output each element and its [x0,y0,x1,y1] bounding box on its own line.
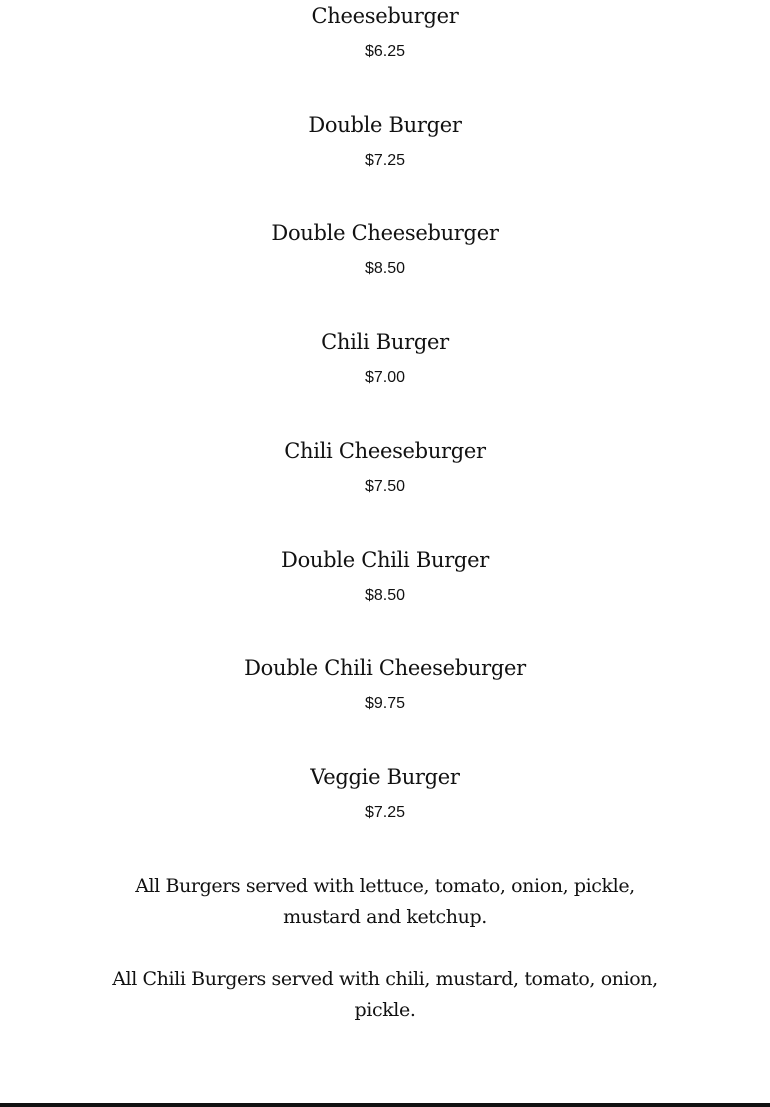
menu-item-name: Double Chili Cheeseburger [244,656,526,680]
menu-item-name: Chili Burger [321,330,449,354]
menu-item-price: $9.75 [364,695,406,712]
menu-item-price: $8.50 [364,587,406,604]
burger-toppings-note: All Burgers served with lettuce, tomato, onion, pickle, mustard and ketchup. [135,875,635,928]
menu-item-name: Cheeseburger [311,4,459,28]
menu-item-price: $7.00 [364,369,406,386]
menu-item-price: $7.50 [364,478,406,495]
menu-item-name: Chili Cheeseburger [284,439,486,463]
menu-item-price: $8.50 [364,260,406,277]
menu-item-name: Double Chili Burger [281,548,489,572]
menu-item-double-burger [0,111,770,171]
menu-item-cheeseburger [0,2,770,62]
menu-item-price: $6.25 [364,43,406,60]
menu-item-price: $7.25 [364,152,406,169]
menu-item-veggie-burger [0,763,770,823]
menu-item-double-chili-cheeseburger [0,654,770,714]
menu-item-double-cheeseburger [0,219,770,279]
menu-item-price: $7.25 [364,804,406,821]
menu-item-chili-cheeseburger [0,437,770,497]
bottom-divider [0,1103,770,1107]
menu-item-chili-burger [0,328,770,388]
menu-item-double-chili-burger [0,546,770,606]
menu-item-name: Veggie Burger [310,765,460,789]
menu-item-name: Double Burger [308,113,462,137]
chili-burger-toppings-note: All Chili Burgers served with chili, mustard, tomato, onion, pickle. [112,968,658,1021]
menu-item-name: Double Cheeseburger [271,221,499,245]
